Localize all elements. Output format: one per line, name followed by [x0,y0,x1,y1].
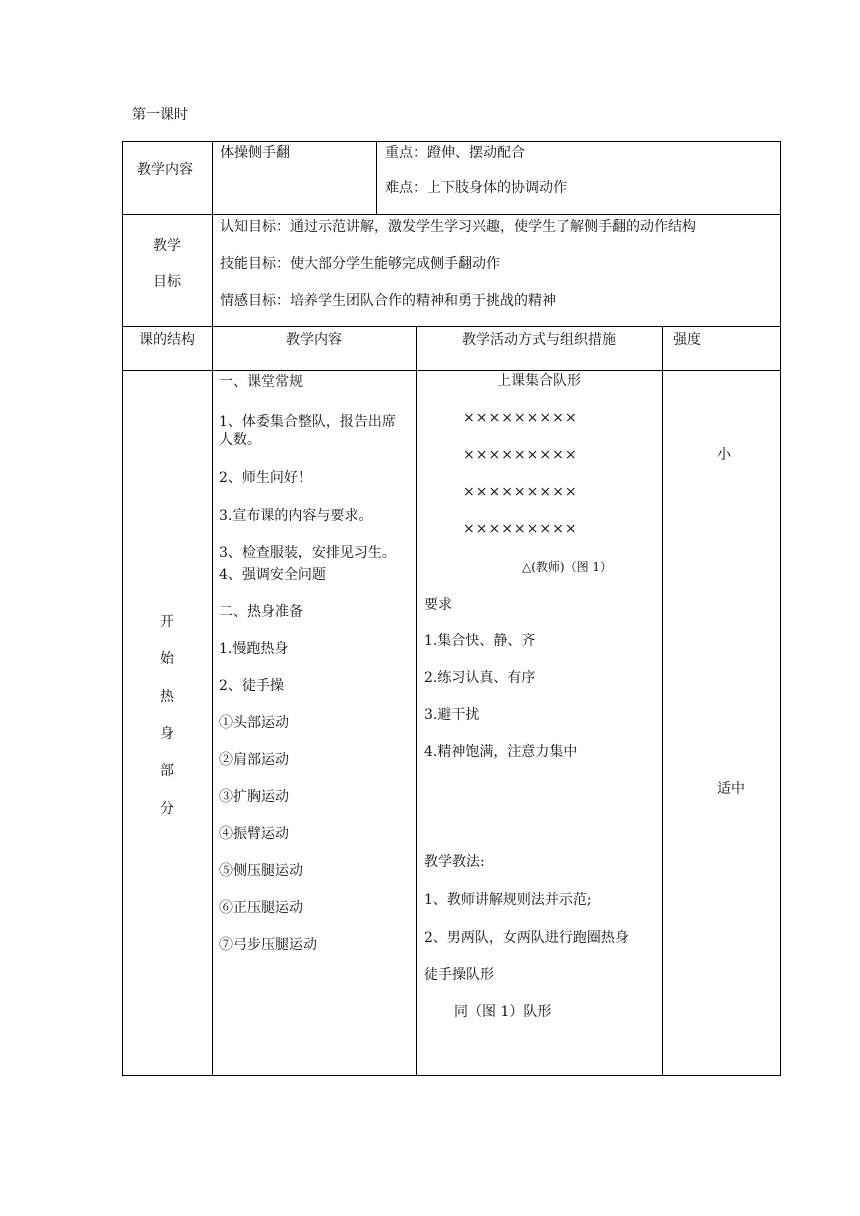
section-char: 始 [160,651,174,667]
requirement-item: 1.集合快、静、齐 [424,633,536,649]
formation-row: ××××××××× [463,521,578,537]
method-item: 1、教师讲解规则法并示范; [424,892,592,908]
content-line: 一、课堂常规 [219,374,303,390]
difficulty-point: 难点：上下肢身体的协调动作 [385,180,567,196]
lesson-topic: 体操侧手翻 [220,145,290,161]
requirement-item: 3.避干扰 [424,707,480,723]
section-char: 开 [160,614,174,630]
content-line: ①头部运动 [219,715,289,731]
content-line: 二、热身准备 [219,604,303,620]
methods-title: 教学教法: [424,854,485,870]
section-char: 热 [160,689,174,705]
row-label-goals-2: 目标 [153,274,181,290]
row-label-goals-1: 教学 [153,238,181,254]
goal-skill: 技能目标：使大部分学生能够完成侧手翻动作 [220,256,500,272]
header-activity: 教学活动方式与组织措施 [462,332,616,348]
method-item: 徒手操队形 [424,967,494,983]
goal-cognitive: 认知目标：通过示范讲解，激发学生学习兴趣，使学生了解侧手翻的动作结构 [220,219,696,235]
content-line: 2、徒手操 [219,678,284,694]
content-line: 3.宣布课的内容与要求。 [219,508,373,524]
teacher-marker-caption: △(教师)（图 1） [522,560,613,574]
methods-note: 同（图 1）队形 [454,1004,552,1020]
intensity-low: 小 [717,447,731,463]
requirement-item: 4.精神饱满，注意力集中 [424,744,578,760]
intensity-mid: 适中 [717,781,745,797]
content-line: ⑥正压腿运动 [219,900,303,916]
method-item: 2、男两队，女两队进行跑圈热身 [424,930,629,946]
formation-row: ××××××××× [463,484,578,500]
goal-emotion: 情感目标：培养学生团队合作的精神和勇于挑战的精神 [220,293,556,309]
key-point: 重点：蹬伸、摆动配合 [385,145,525,161]
header-intensity: 强度 [673,332,701,348]
header-structure: 课的结构 [139,332,195,348]
content-line: 1、体委集合整队，报告出席 [219,414,396,430]
content-line: 3、检查服装，安排见习生。 [219,545,396,561]
formation-row: ××××××××× [463,447,578,463]
section-char: 身 [160,726,174,742]
content-line: ③扩胸运动 [219,789,289,805]
requirements-title: 要求 [424,597,452,613]
content-line: 1.慢跑热身 [219,641,289,657]
content-line: 人数。 [219,432,261,448]
content-line: 4、强调安全问题 [219,567,326,583]
content-line: 2、师生问好！ [219,470,312,486]
content-line: ⑦弓步压腿运动 [219,937,317,953]
header-content: 教学内容 [286,332,342,348]
row-label-content: 教学内容 [137,162,193,178]
content-line: ②肩部运动 [219,752,289,768]
content-line: ④振臂运动 [219,826,289,842]
formation-row: ××××××××× [463,410,578,426]
section-char: 部 [160,763,174,779]
page-title: 第一课时 [132,107,188,123]
section-char: 分 [160,801,174,817]
requirement-item: 2.练习认真、有序 [424,670,536,686]
content-line: ⑤侧压腿运动 [219,863,303,879]
formation-title: 上课集合队形 [497,373,581,389]
